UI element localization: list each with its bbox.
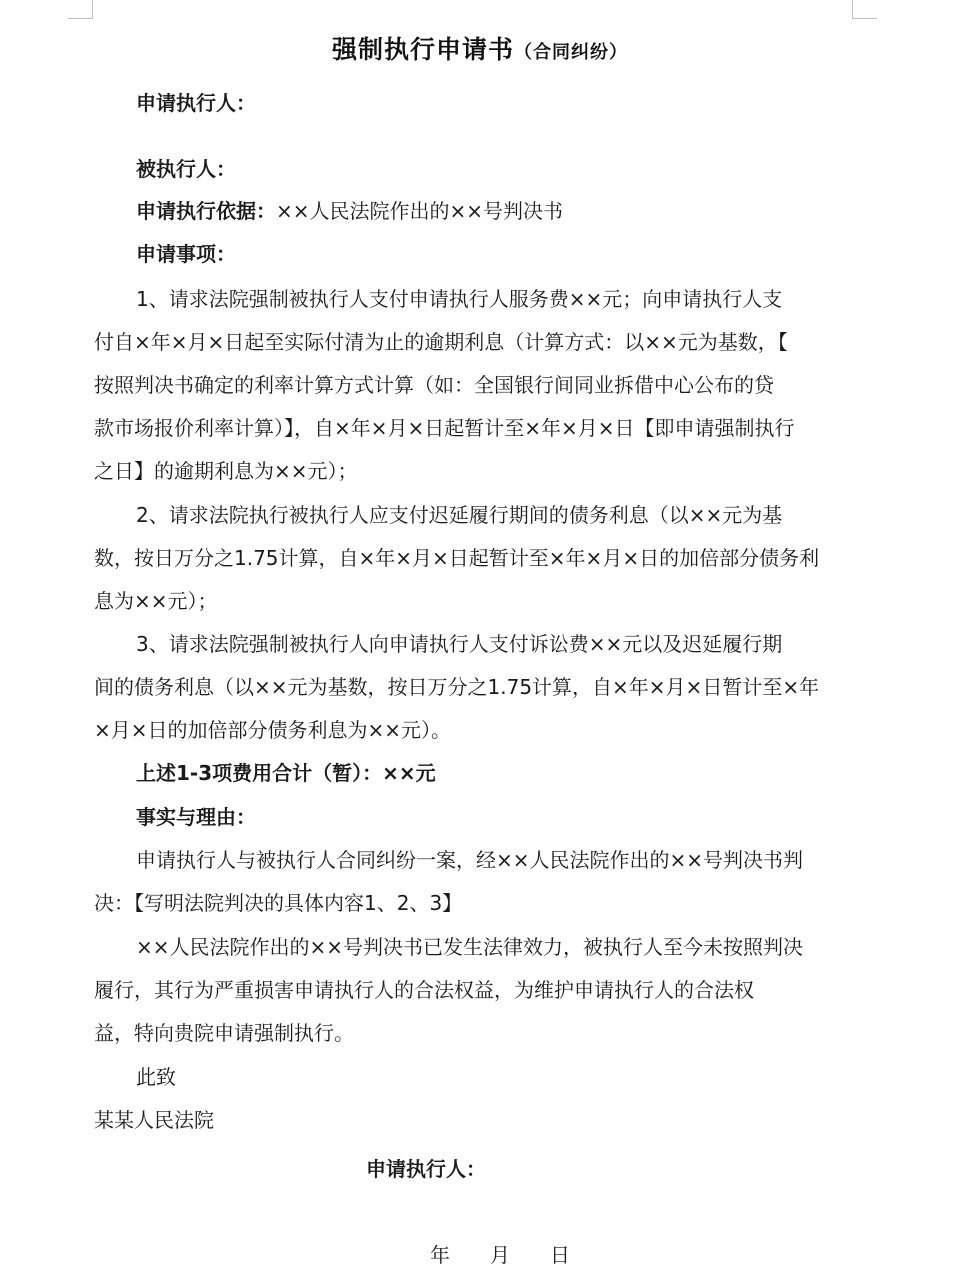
matter-line: 2、请求法院执行被执行人应支付迟延履行期间的债务利息（以××元为基 [136, 503, 783, 527]
fact-line: 履行，其行为严重损害申请执行人的合法权益，为维护申请执行人的合法权 [94, 978, 754, 1002]
basis-value: ××人民法院作出的××号判决书 [276, 199, 564, 223]
matter-line: 按照判决书确定的利率计算方式计算（如：全国银行间同业拆借中心公布的贷 [94, 373, 774, 397]
matters-label: 申请事项： [136, 242, 236, 266]
crop-mark-top-right [852, 0, 877, 19]
facts-label: 事实与理由： [136, 805, 256, 829]
basis-line [136, 196, 864, 226]
matter-line: 款市场报价利率计算）】，自×年×月×日起暂计至×年×月×日【即申请强制执行 [94, 416, 795, 440]
title-main: 强制执行申请书 [331, 35, 514, 64]
court-name: 某某人民法院 [94, 1108, 214, 1132]
title-subtitle: （合同纠纷） [514, 42, 628, 63]
respondent-label: 被执行人： [136, 157, 236, 181]
date-line: 年 月 日 [430, 1243, 570, 1267]
closing-text: 此致 [136, 1065, 176, 1089]
fact-line: ××人民法院作出的××号判决书已发生法律效力，被执行人至今未按照判决 [136, 935, 804, 959]
total-line: 上述1-3项费用合计（暂）：××元 [136, 761, 436, 785]
basis-label: 申请执行依据： [136, 199, 276, 223]
matter-line: 息为××元）； [94, 589, 218, 613]
applicant-label: 申请执行人： [136, 91, 256, 115]
crop-mark-top-left [68, 0, 93, 19]
matter-line: 数，按日万分之1.75计算，自×年×月×日起暂计至×年×月×日的加倍部分债务利 [94, 546, 820, 570]
fact-line: 申请执行人与被执行人合同纠纷一案，经××人民法院作出的××号判决书判 [136, 848, 804, 872]
signature-label: 申请执行人： [366, 1157, 486, 1181]
matter-line: 间的债务利息（以××元为基数，按日万分之1.75计算，自×年×月×日暂计至×年 [94, 675, 820, 699]
fact-line: 益，特向贵院申请强制执行。 [94, 1021, 354, 1045]
document-title [0, 30, 960, 66]
matter-line: 3、请求法院强制被执行人向申请执行人支付诉讼费××元以及迟延履行期 [136, 632, 783, 656]
matter-line: 1、请求法院强制被执行人支付申请执行人服务费××元；向申请执行人支 [136, 287, 783, 311]
matter-line: 付自×年×月×日起至实际付清为止的逾期利息（计算方式：以××元为基数，【 [94, 330, 788, 354]
matter-line: ×月×日的加倍部分债务利息为××元）。 [94, 718, 452, 742]
matter-line: 之日】的逾期利息为××元）； [94, 459, 358, 483]
fact-line: 决：【写明法院判决的具体内容1、2、3】 [94, 891, 463, 915]
